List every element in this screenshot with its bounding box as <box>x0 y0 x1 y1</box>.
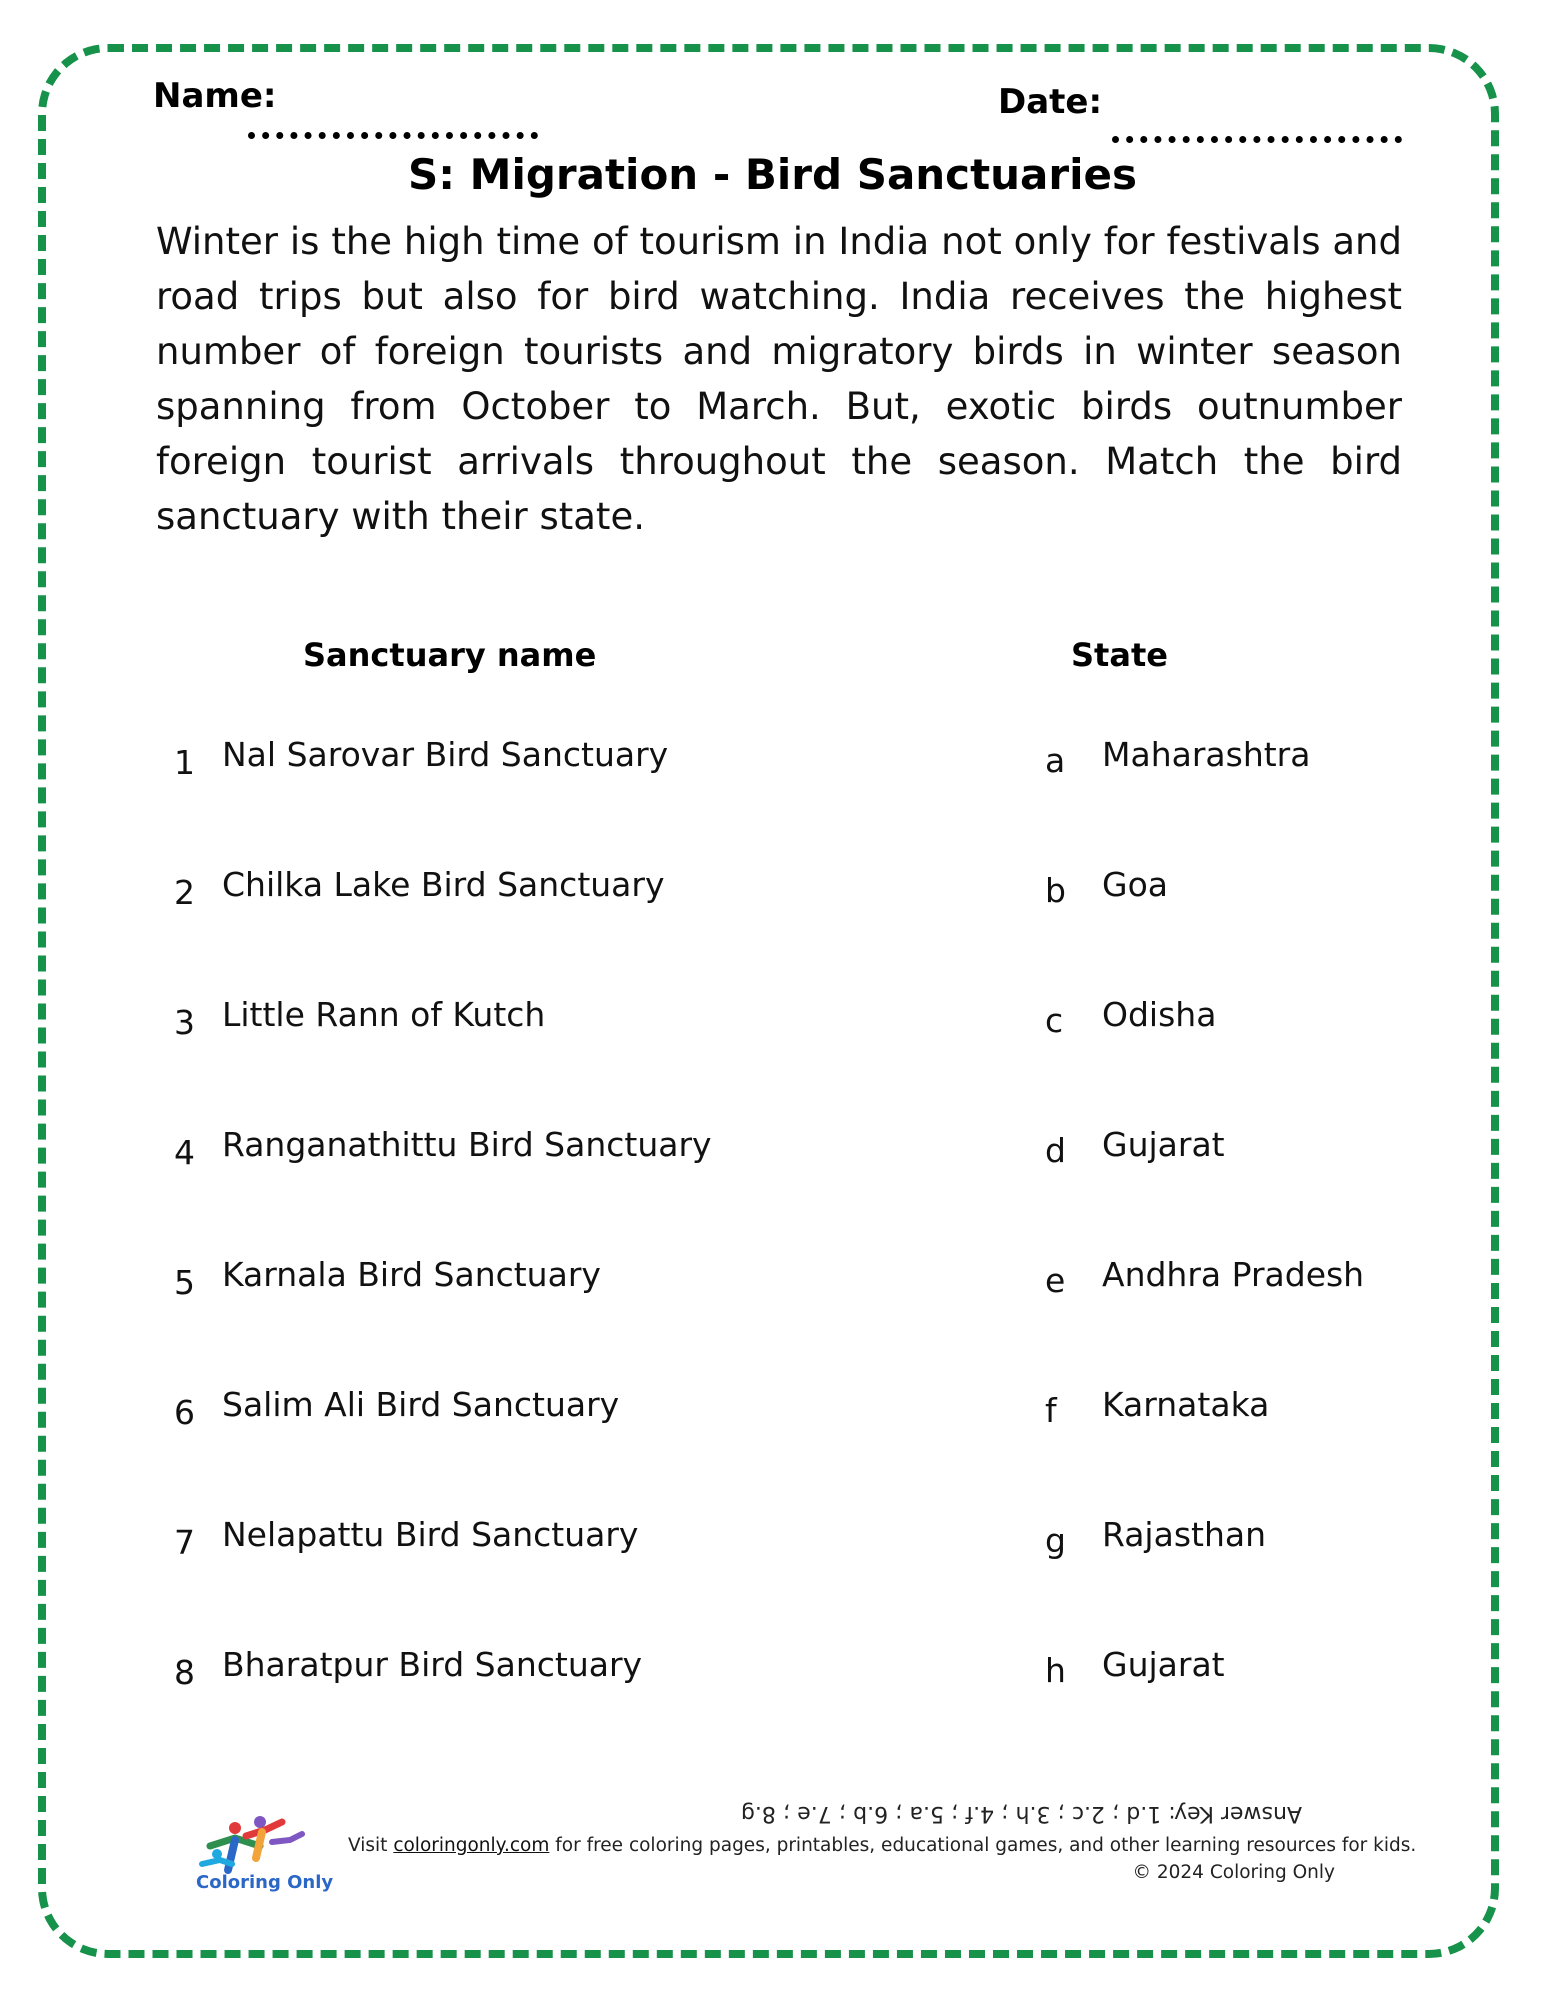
footer-rest: for free coloring pages, printables, educational games, and other learning resources for kids. <box>555 1835 1417 1856</box>
state-letter: e <box>1045 1261 1066 1300</box>
sanctuary-name: Bharatpur Bird Sanctuary <box>222 1645 643 1684</box>
row-number: 8 <box>174 1653 195 1692</box>
match-row <box>0 1385 1545 1445</box>
sanctuary-name: Nelapattu Bird Sanctuary <box>222 1515 639 1554</box>
state-name: Gujarat <box>1102 1645 1225 1684</box>
row-number: 4 <box>174 1133 195 1172</box>
match-row <box>0 865 1545 925</box>
state-letter: a <box>1045 741 1066 780</box>
state-letter: c <box>1045 1001 1064 1040</box>
column-header-state: State <box>1071 636 1168 674</box>
copyright: © 2024 Coloring Only <box>1132 1862 1335 1883</box>
state-name: Andhra Pradesh <box>1102 1255 1365 1294</box>
state-letter: g <box>1045 1521 1066 1560</box>
state-name: Gujarat <box>1102 1125 1225 1164</box>
sanctuary-name: Salim Ali Bird Sanctuary <box>222 1385 620 1424</box>
sanctuary-name: Karnala Bird Sanctuary <box>222 1255 601 1294</box>
state-letter: b <box>1045 871 1066 910</box>
state-name: Goa <box>1102 865 1168 904</box>
row-number: 2 <box>174 873 195 912</box>
footer-visit-line <box>348 1835 1416 1856</box>
intro-paragraph: Winter is the high time of tourism in India not only for festivals and road trips but also for bird watching. India receives the highest number of foreign tourists and migratory birds in winter season spanning from October to March. But, exotic birds outnumber foreign tourist arrivals throughout the season. Match the bird sanctuary with their state. <box>156 220 1402 538</box>
name-field-line[interactable] <box>248 132 538 139</box>
state-name: Odisha <box>1102 995 1217 1034</box>
match-row <box>0 1125 1545 1185</box>
footer-visit: Visit <box>348 1835 388 1856</box>
logo-text: Coloring Only <box>196 1872 334 1893</box>
match-row <box>0 1255 1545 1315</box>
footer-link[interactable]: coloringonly.com <box>393 1835 550 1856</box>
match-row <box>0 995 1545 1055</box>
row-number: 3 <box>174 1003 195 1042</box>
logo-figures <box>202 1816 302 1870</box>
row-number: 7 <box>174 1523 195 1562</box>
answer-key: Answer Key: 1.d ; 2.c ; 3.h ; 4.f ; 5.a ; 6.b ; 7.e ; 8.g <box>740 1801 1302 1826</box>
name-label: Name: <box>153 76 277 116</box>
column-header-sanctuary: Sanctuary name <box>303 636 597 674</box>
match-row <box>0 735 1545 795</box>
match-row <box>0 1515 1545 1575</box>
state-name: Rajasthan <box>1102 1515 1267 1554</box>
row-number: 6 <box>174 1393 195 1432</box>
state-letter: h <box>1045 1651 1066 1690</box>
sanctuary-name: Chilka Lake Bird Sanctuary <box>222 865 665 904</box>
row-number: 5 <box>174 1263 195 1302</box>
row-number: 1 <box>174 743 195 782</box>
sanctuary-name: Ranganathittu Bird Sanctuary <box>222 1125 712 1164</box>
state-letter: f <box>1045 1391 1057 1430</box>
sanctuary-name: Nal Sarovar Bird Sanctuary <box>222 735 669 774</box>
date-label: Date: <box>998 82 1103 122</box>
state-letter: d <box>1045 1131 1066 1170</box>
match-row <box>0 1645 1545 1705</box>
date-field-line[interactable] <box>1112 136 1402 143</box>
sanctuary-name: Little Rann of Kutch <box>222 995 546 1034</box>
state-name: Karnataka <box>1102 1385 1270 1424</box>
page-title: S: Migration - Bird Sanctuaries <box>408 150 1137 199</box>
state-name: Maharashtra <box>1102 735 1311 774</box>
